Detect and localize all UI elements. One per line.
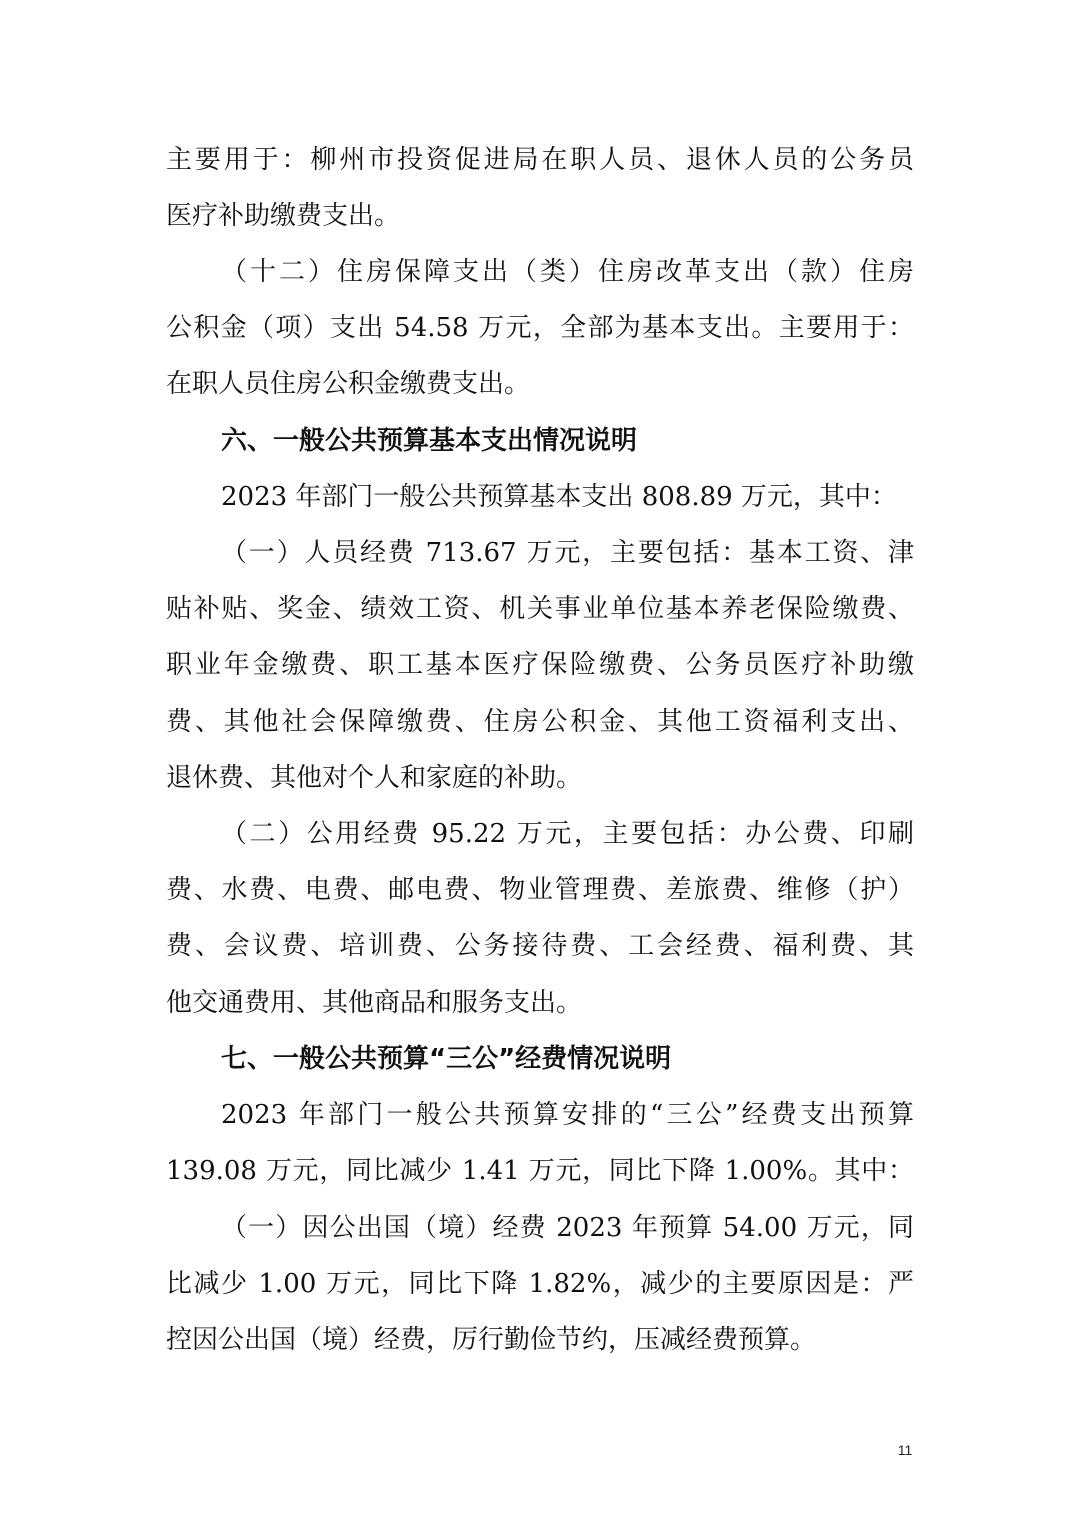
- text-line: 职业年金缴费、职工基本医疗保险缴费、公务员医疗补助缴: [166, 650, 914, 680]
- text-line: （二）公用经费 95.22 万元，主要包括：办公费、印刷: [221, 819, 914, 849]
- text-line: 139.08 万元，同比减少 1.41 万元，同比下降 1.00%。其中：: [166, 1156, 914, 1186]
- text-line: 贴补贴、奖金、绩效工资、机关事业单位基本养老保险缴费、: [166, 594, 914, 624]
- page-number: 11: [897, 1442, 913, 1458]
- text-line: 退休费、其他对个人和家庭的补助。: [166, 763, 583, 793]
- text-line: 控因公出国（境）经费，厉行勤俭节约，压减经费预算。: [166, 1325, 817, 1355]
- text-line: 比减少 1.00 万元，同比下降 1.82%，减少的主要原因是：严: [166, 1269, 914, 1299]
- text-line: （一）人员经费 713.67 万元，主要包括：基本工资、津: [221, 538, 914, 568]
- section-heading: 七、一般公共预算“三公”经费情况说明: [221, 1044, 672, 1074]
- section-heading: 六、一般公共预算基本支出情况说明: [221, 426, 638, 456]
- text-line: 医疗补助缴费支出。: [166, 201, 401, 231]
- text-line: 在职人员住房公积金缴费支出。: [166, 369, 531, 399]
- text-line: 公积金（项）支出 54.58 万元，全部为基本支出。主要用于：: [166, 313, 914, 343]
- text-line: （一）因公出国（境）经费 2023 年预算 54.00 万元，同: [221, 1213, 914, 1243]
- text-line: （十二）住房保障支出（类）住房改革支出（款）住房: [221, 257, 914, 287]
- text-line: 费、水费、电费、邮电费、物业管理费、差旅费、维修（护）: [166, 875, 914, 905]
- text-line: 2023 年部门一般公共预算基本支出 808.89 万元，其中：: [221, 482, 897, 512]
- text-line: 费、会议费、培训费、公务接待费、工会经费、福利费、其: [166, 931, 914, 961]
- text-line: 他交通费用、其他商品和服务支出。: [166, 988, 583, 1018]
- text-line: 主要用于：柳州市投资促进局在职人员、退休人员的公务员: [166, 145, 914, 175]
- text-line: 2023 年部门一般公共预算安排的“三公”经费支出预算: [221, 1100, 914, 1130]
- text-line: 费、其他社会保障缴费、住房公积金、其他工资福利支出、: [166, 707, 914, 737]
